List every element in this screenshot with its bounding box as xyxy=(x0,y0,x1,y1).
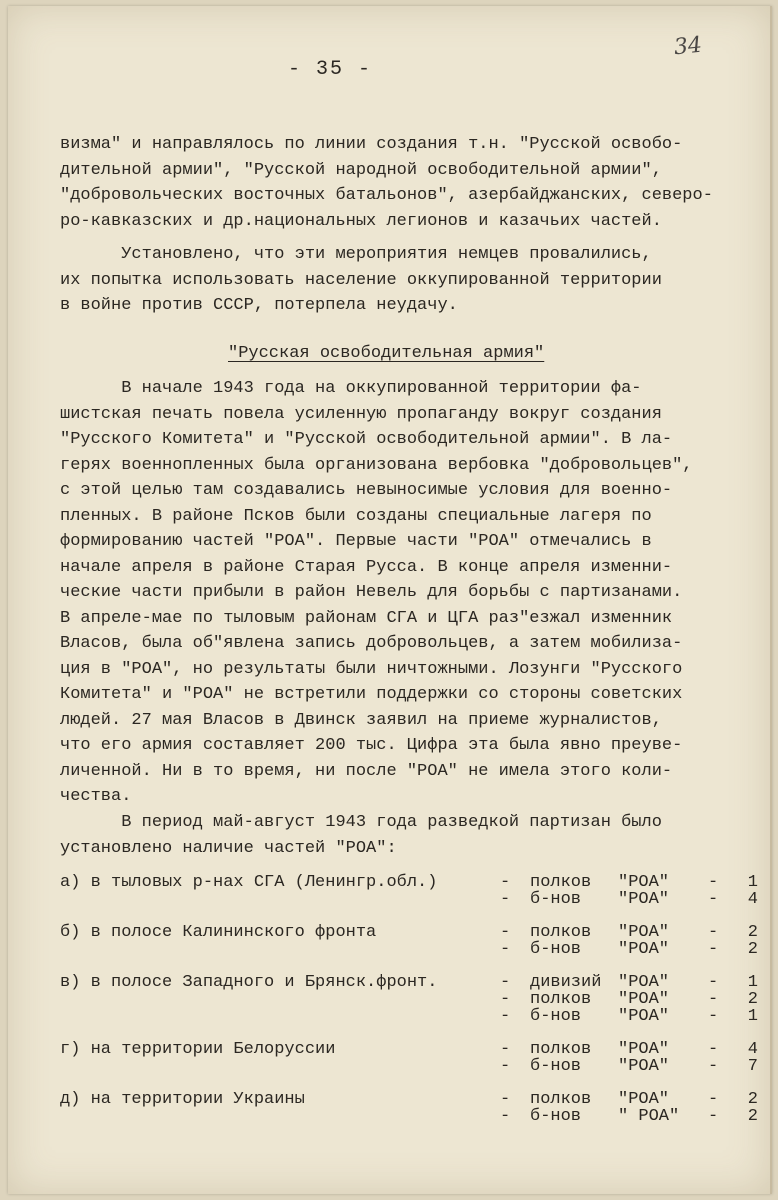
unit-dash: - xyxy=(500,990,511,1009)
unit-dash: - xyxy=(708,873,719,892)
unit-org: "РОА" xyxy=(618,1057,670,1076)
unit-org: "РОА" xyxy=(618,923,670,942)
unit-kind: б-нов xyxy=(530,890,582,909)
unit-org: " РОА" xyxy=(618,1107,680,1126)
unit-dash: - xyxy=(708,973,719,992)
unit-dash: - xyxy=(500,890,511,909)
list-item-region: а) в тыловых р-нах СГА (Ленингр.обл.) xyxy=(60,873,438,892)
list-item xyxy=(60,874,760,908)
unit-kind: полков xyxy=(530,1090,592,1109)
list-item-region: б) в полосе Калининского фронта xyxy=(60,923,377,942)
paragraph-intro-continuation: визма" и направлялось по линии создания т.н. "Русской освобо- дительной армии", "Русской народной освободительной армии", "добровольческих восточных батальонов", азербайджанских, северо- ро-кавказских и др.национальных легионов и казачьих частей. xyxy=(60,135,713,231)
unit-count: 2 xyxy=(747,990,758,1009)
paragraph-failure-statement: Установлено, что эти мероприятия немцев провалились, их попытка использовать население оккупированной территории в войне против СССР, потерпела неудачу. xyxy=(60,245,662,315)
unit-dash: - xyxy=(500,1090,511,1109)
page-number: - 35 - xyxy=(288,58,373,81)
unit-org: "РОА" xyxy=(618,1040,670,1059)
unit-count: 1 xyxy=(747,973,758,992)
unit-count: 2 xyxy=(747,1090,758,1109)
unit-row xyxy=(500,1091,758,1108)
unit-dash: - xyxy=(500,940,511,959)
unit-row xyxy=(500,891,758,908)
unit-row xyxy=(500,1041,758,1058)
unit-dash: - xyxy=(708,1007,719,1026)
unit-dash: - xyxy=(708,1057,719,1076)
list-item xyxy=(60,974,760,1025)
unit-org: "РОА" xyxy=(618,990,670,1009)
unit-row xyxy=(500,941,758,958)
unit-count: 1 xyxy=(747,873,758,892)
unit-org: "РОА" xyxy=(618,940,670,959)
list-item-units xyxy=(500,874,758,908)
unit-dash: - xyxy=(500,1107,511,1126)
list-item-region: д) на территории Украины xyxy=(60,1090,305,1109)
unit-dash: - xyxy=(708,940,719,959)
list-item-units xyxy=(500,1041,758,1075)
list-item-units xyxy=(500,974,758,1025)
section-heading: "Русская освободительная армия" xyxy=(228,344,545,363)
unit-dash: - xyxy=(708,923,719,942)
unit-row xyxy=(500,874,758,891)
unit-org: "РОА" xyxy=(618,973,670,992)
paragraph-reconnaissance: В период май-август 1943 года разведкой партизан было установлено наличие частей "РОА": xyxy=(60,813,662,858)
unit-kind: полков xyxy=(530,990,592,1009)
unit-dash: - xyxy=(500,873,511,892)
unit-count: 4 xyxy=(747,890,758,909)
list-item-units xyxy=(500,924,758,958)
unit-dash: - xyxy=(500,1007,511,1026)
unit-dash: - xyxy=(708,990,719,1009)
unit-dash: - xyxy=(708,1090,719,1109)
unit-count: 2 xyxy=(747,923,758,942)
unit-row xyxy=(500,974,758,991)
unit-row xyxy=(500,991,758,1008)
unit-count: 1 xyxy=(747,1007,758,1026)
unit-kind: б-нов xyxy=(530,1007,582,1026)
unit-dash: - xyxy=(500,1057,511,1076)
unit-dash: - xyxy=(500,1040,511,1059)
unit-row xyxy=(500,924,758,941)
unit-count: 2 xyxy=(747,940,758,959)
unit-kind: б-нов xyxy=(530,940,582,959)
unit-dash: - xyxy=(708,890,719,909)
unit-org: "РОА" xyxy=(618,1007,670,1026)
unit-kind: полков xyxy=(530,873,592,892)
archive-folio-number: 34 xyxy=(672,32,704,61)
unit-row xyxy=(500,1008,758,1025)
list-item-region: в) в полосе Западного и Брянск.фронт. xyxy=(60,973,438,992)
list-item xyxy=(60,1091,760,1125)
document-page xyxy=(8,6,772,1194)
unit-org: "РОА" xyxy=(618,873,670,892)
unit-kind: полков xyxy=(530,1040,592,1059)
unit-count: 4 xyxy=(747,1040,758,1059)
list-item-units xyxy=(500,1091,758,1125)
unit-count: 7 xyxy=(747,1057,758,1076)
unit-row xyxy=(500,1108,758,1125)
paragraph-roa-formation: В начале 1943 года на оккупированной территории фа- шистская печать повела усиленную пропаганду вокруг создания "Русского Комитета" и "Русской освободительной армии". В ла- герях военнопленных была организована вербовка "добровольцев", с этой целью там создавались невыносимые условия для военно- пленных. В районе Псков были созданы специальные лагеря по формированию частей "РОА". Первые части "РОА" отмечались в начале апреля в районе Старая Русса. В конце апреля изменни- ческие части прибыли в район Невель для борьбы с партизанами. В апреле-мае по тыловым районам СГА и ЦГА раз"езжал изменник Власов, была об"явлена запись добровольцев, а затем мобилиза- ция в "РОА", но результаты были ничтожными. Лозунги "Русского Комитета" и "РОА" не встретили поддержки со стороны советских людей. 27 мая Власов в Двинск заявил на приеме журналистов, что его армия составляет 200 тыс. Цифра эта была явно преуве- личенной. Ни в то время, ни после "РОА" не имела этого коли- чества. xyxy=(60,379,693,806)
unit-kind: дивизий xyxy=(530,973,602,992)
unit-dash: - xyxy=(708,1107,719,1126)
unit-kind: полков xyxy=(530,923,592,942)
unit-row xyxy=(500,1058,758,1075)
unit-dash: - xyxy=(500,973,511,992)
unit-dash: - xyxy=(500,923,511,942)
unit-count: 2 xyxy=(747,1107,758,1126)
list-item-region: г) на территории Белоруссии xyxy=(60,1040,336,1059)
unit-kind: б-нов xyxy=(530,1107,582,1126)
list-item xyxy=(60,1041,760,1075)
unit-org: "РОА" xyxy=(618,890,670,909)
roa-units-list xyxy=(60,874,760,1141)
unit-kind: б-нов xyxy=(530,1057,582,1076)
unit-org: "РОА" xyxy=(618,1090,670,1109)
list-item xyxy=(60,924,760,958)
unit-dash: - xyxy=(708,1040,719,1059)
